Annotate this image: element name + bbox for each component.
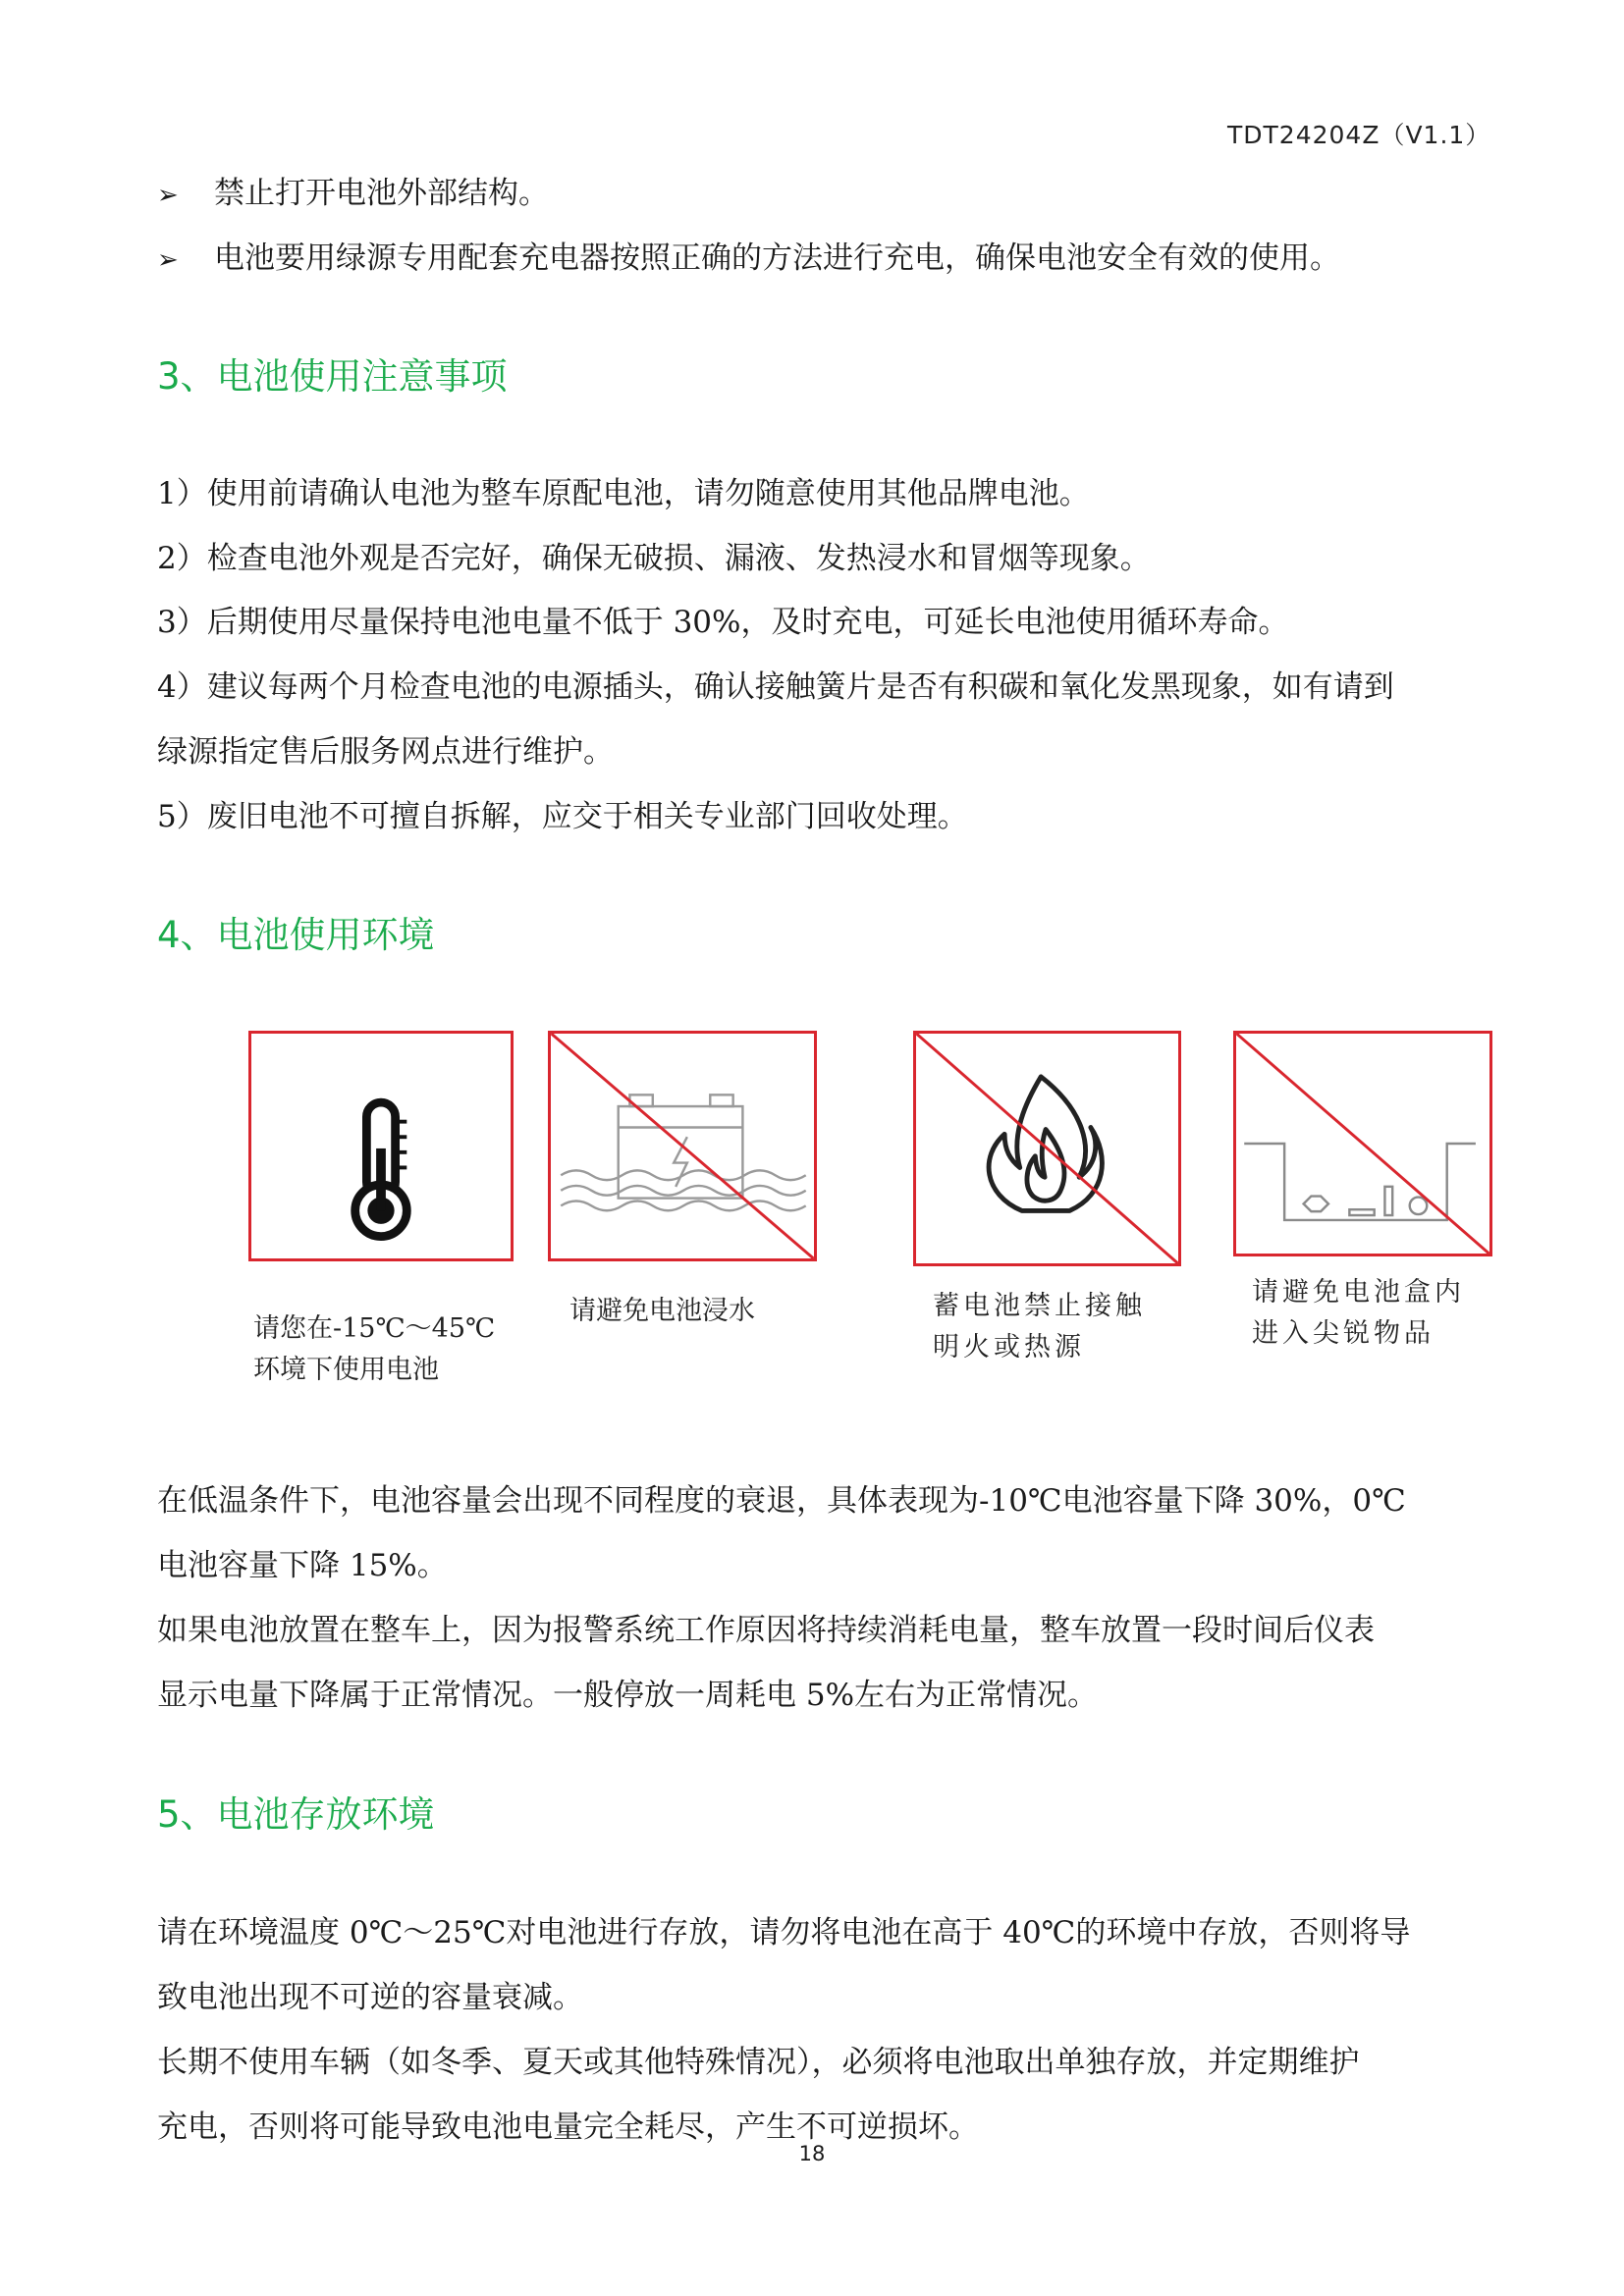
paragraph-line: 4）建议每两个月检查电池的电源插头，确认接触簧片是否有积碳和氧化发黑现象，如有请到 [157,669,1394,705]
paragraph-line: 请在环境温度 0℃～25℃对电池进行存放，请勿将电池在高于 40℃的环境中存放，否则将导 [157,1915,1411,1950]
panel-no-sharp-objects [1233,1031,1492,1256]
panel-no-water [548,1031,817,1261]
paragraph-line: 致电池出现不可逆的容量衰减。 [157,1980,583,2015]
bullet-item [157,233,1340,277]
panel-caption: 请避免电池盒内 进入尖锐物品 [1252,1277,1465,1349]
paragraph-line: 1）使用前请确认电池为整车原配电池，请勿随意使用其他品牌电池。 [157,476,1090,511]
paragraph-line: 电池容量下降 15%。 [157,1548,448,1583]
paragraph-line: 2）检查电池外观是否完好，确保无破损、漏液、发热浸水和冒烟等现象。 [157,541,1151,576]
panel-temperature [248,1031,514,1261]
flame-icon [916,1034,1178,1263]
document-code: TDT24204Z（V1.1） [1227,121,1491,149]
paragraph-line: 充电，否则将可能导致电池电量完全耗尽，产生不可逆损坏。 [157,2109,979,2145]
bullet-item [157,168,549,212]
panel-caption: 请避免电池浸水 [569,1296,755,1326]
section-heading: 4、电池使用环境 [157,914,435,956]
paragraph-line: 3）后期使用尽量保持电池电量不低于 30%，及时充电，可延长电池使用循环寿命。 [157,605,1289,640]
panel-no-fire [913,1031,1181,1266]
section-heading: 5、电池存放环境 [157,1793,435,1836]
panel-caption: 蓄电池禁止接触 明火或热源 [933,1291,1146,1362]
paragraph-line: 绿源指定售后服务网点进行维护。 [157,734,614,770]
paragraph-line: 如果电池放置在整车上，因为报警系统工作原因将持续消耗电量，整车放置一段时间后仪表 [157,1613,1375,1648]
paragraph-line: 5）废旧电池不可擅自拆解，应交于相关专业部门回收处理。 [157,799,968,834]
arrow-bullet-icon: ➢ [157,181,179,210]
paragraph-line: 长期不使用车辆（如冬季、夏天或其他特殊情况），必须将电池取出单独存放，并定期维护 [157,2045,1360,2080]
battery-box-sharp-objects-icon [1236,1034,1489,1254]
paragraph-line: 显示电量下降属于正常情况。一般停放一周耗电 5%左右为正常情况。 [157,1678,1099,1713]
arrow-bullet-icon: ➢ [157,245,179,275]
panel-caption: 请您在-15℃～45℃ 环境下使用电池 [253,1313,496,1385]
battery-in-water-icon [551,1034,814,1258]
bullet-text: 电池要用绿源专用配套充电器按照正确的方法进行充电，确保电池安全有效的使用。 [214,240,1340,276]
thermometer-icon [251,1034,511,1258]
bullet-text: 禁止打开电池外部结构。 [214,176,549,211]
section-heading: 3、电池使用注意事项 [157,355,508,398]
paragraph-line: 在低温条件下，电池容量会出现不同程度的衰退，具体表现为-10℃电池容量下降 30%，0℃ [157,1483,1406,1519]
page-number: 18 [798,2142,826,2165]
